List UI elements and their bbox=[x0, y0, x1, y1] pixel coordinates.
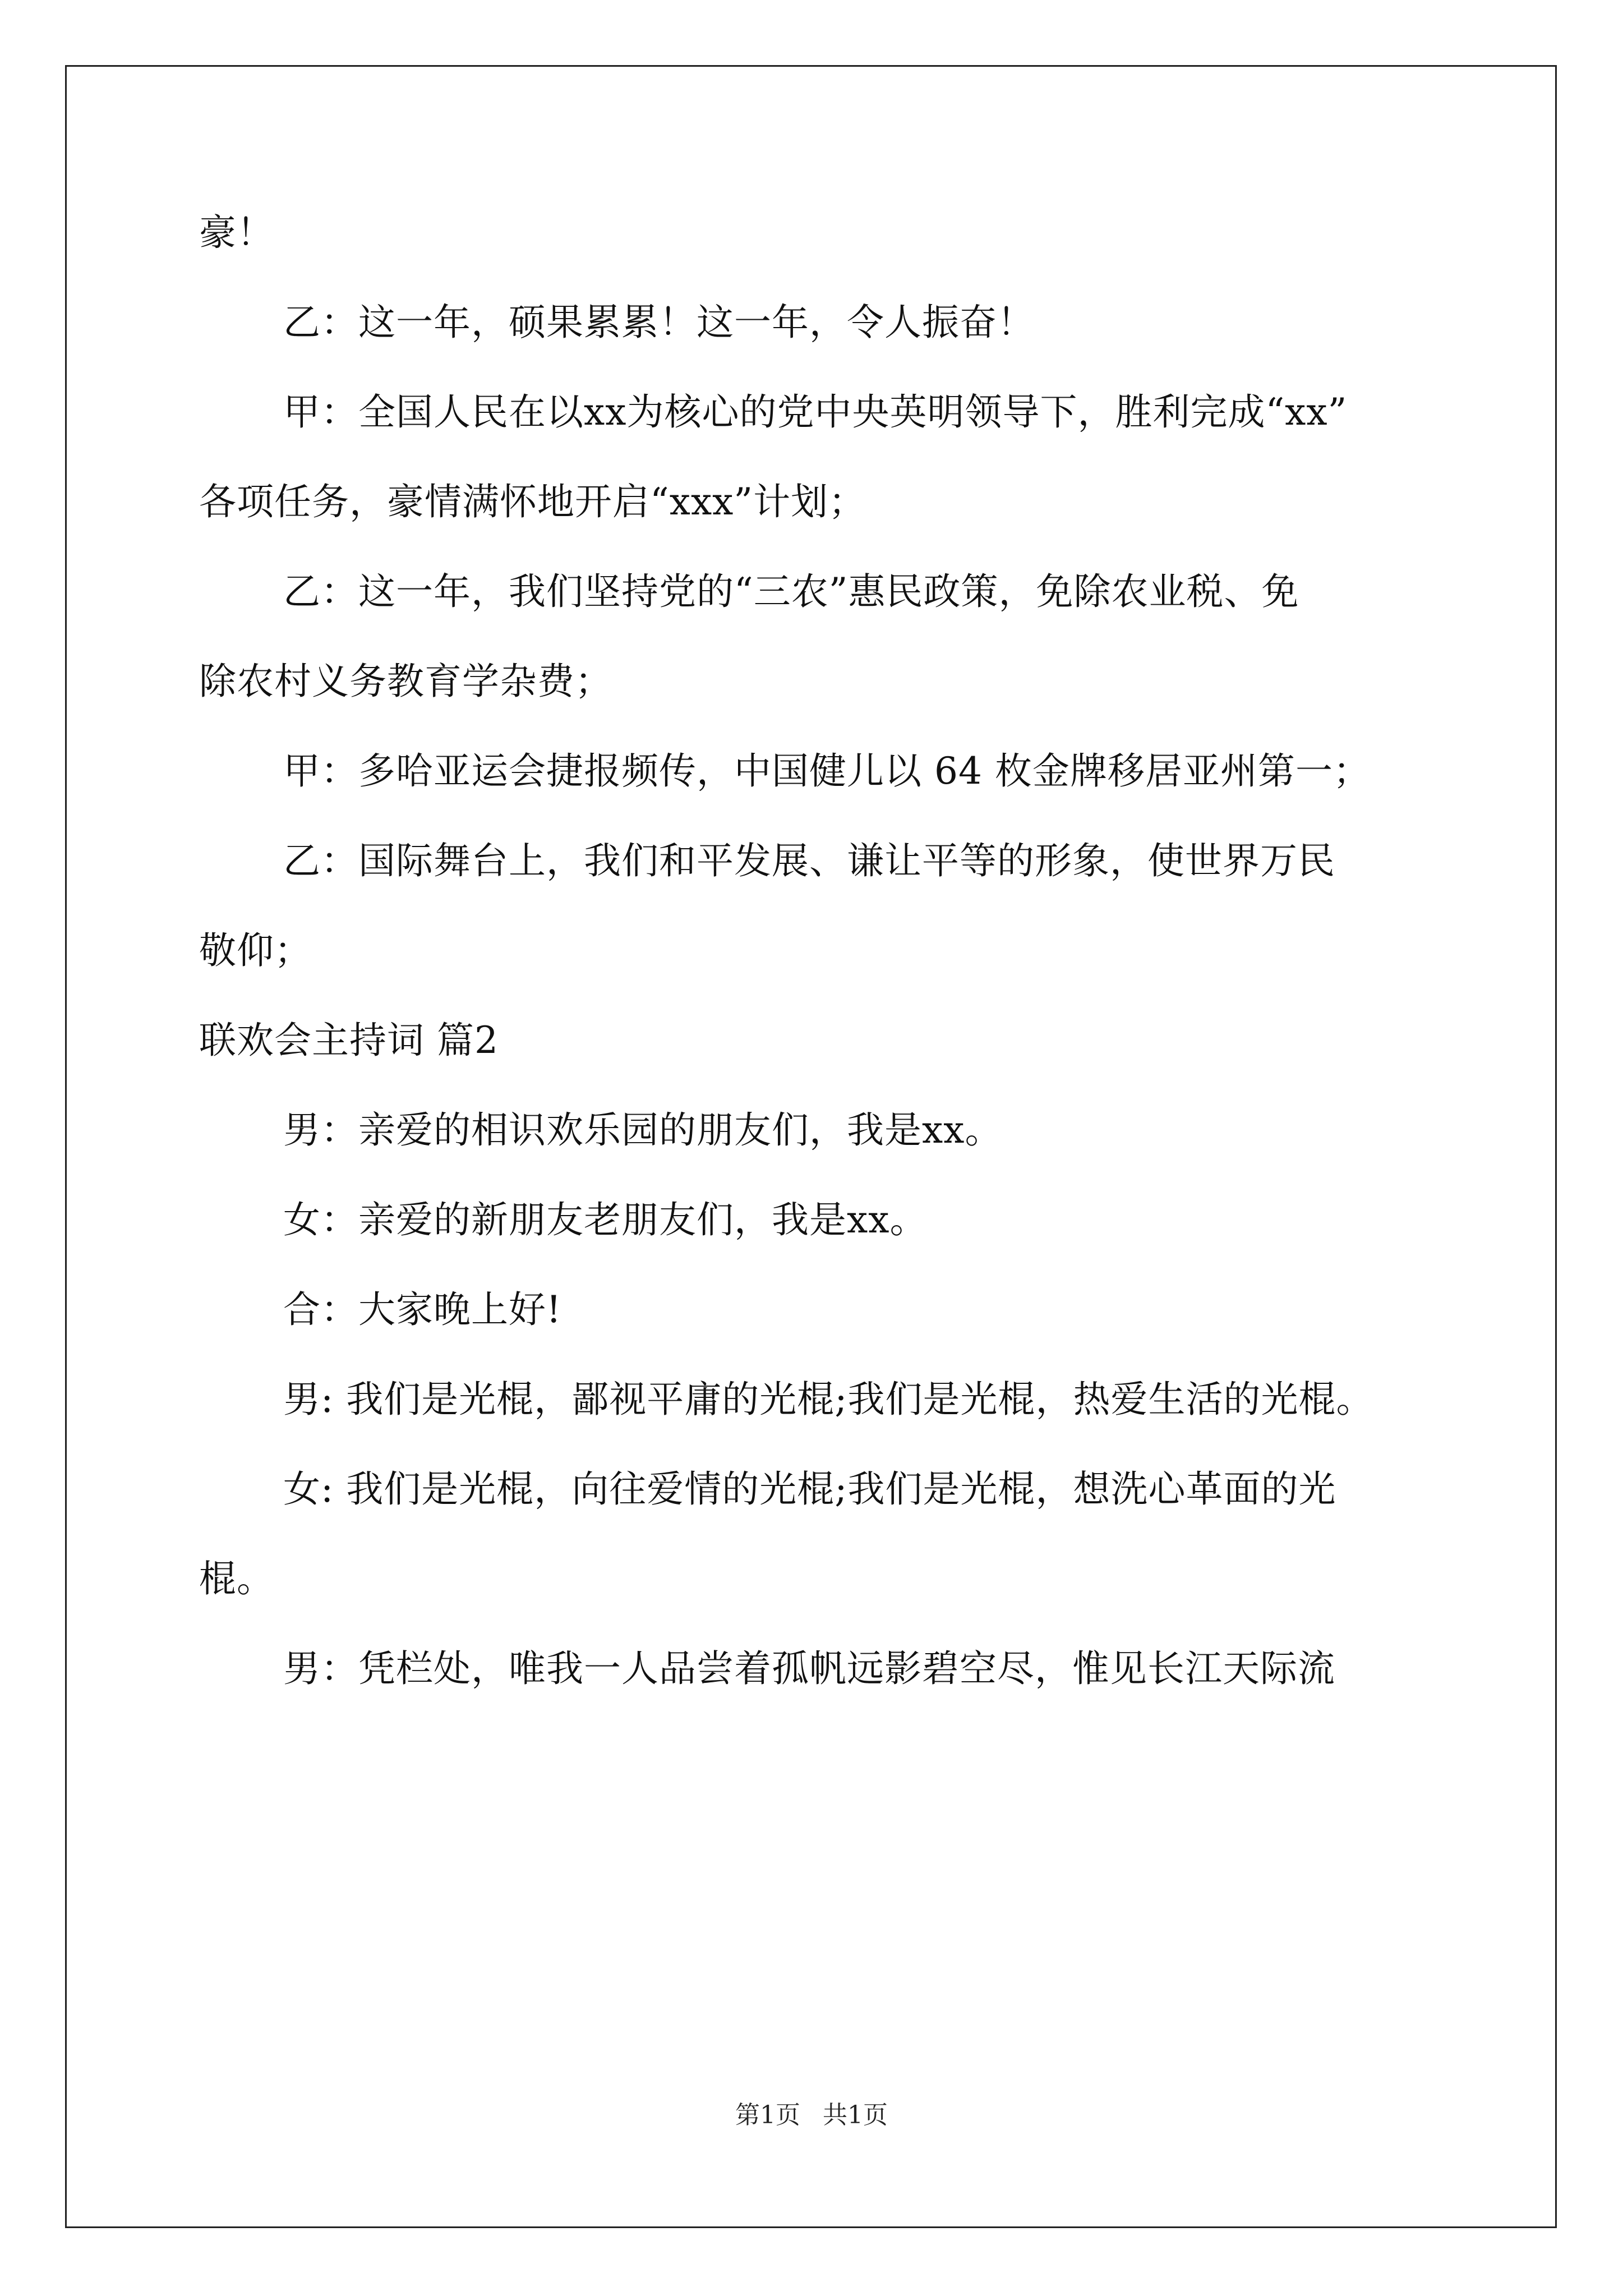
dialogue-line: 甲：多哈亚运会捷报频传，中国健儿以 64 枚金牌移居亚州第一； bbox=[283, 749, 1371, 793]
dialogue-line-continuation: 敬仰； bbox=[199, 929, 312, 972]
dialogue-line: 女：亲爱的新朋友老朋友们，我是xx。 bbox=[283, 1198, 928, 1241]
dialogue-line-continuation: 各项任务，豪情满怀地开启“xxx”计划； bbox=[199, 480, 866, 523]
dialogue-line-continuation: 棍。 bbox=[199, 1557, 274, 1600]
dialogue-line-continuation: 除农村义务教育学杂费； bbox=[199, 660, 612, 703]
dialogue-line: 甲：全国人民在以xx为核心的党中央英明领导下，胜利完成“xx” bbox=[283, 390, 1348, 434]
dialogue-line: 男：亲爱的相识欢乐园的朋友们，我是xx。 bbox=[283, 1108, 1003, 1152]
dialogue-line: 合：大家晚上好! bbox=[283, 1288, 562, 1331]
dialogue-line: 乙：这一年，我们坚持党的“三农”惠民政策，免除农业税、免 bbox=[283, 570, 1299, 613]
text-line-continuation: 豪！ bbox=[199, 211, 274, 254]
section-heading: 联欢会主持词 篇2 bbox=[199, 1019, 499, 1062]
dialogue-line: 女: 我们是光棍，向往爱情的光棍;我们是光棍，想洗心革面的光 bbox=[283, 1467, 1336, 1511]
page-total: 共1页 bbox=[823, 2101, 888, 2129]
page-footer bbox=[0, 2100, 1623, 2131]
dialogue-line: 男：凭栏处，唯我一人品尝着孤帆远影碧空尽，惟见长江天际流 bbox=[283, 1647, 1335, 1690]
dialogue-line: 乙：这一年，硕果累累！这一年，令人振奋！ bbox=[283, 301, 1035, 344]
page-number: 第1页 bbox=[735, 2101, 800, 2129]
dialogue-line: 乙：国际舞台上，我们和平发展、谦让平等的形象，使世界万民 bbox=[283, 839, 1335, 882]
dialogue-line: 男: 我们是光棍，鄙视平庸的光棍;我们是光棍，热爱生活的光棍。 bbox=[283, 1378, 1374, 1421]
